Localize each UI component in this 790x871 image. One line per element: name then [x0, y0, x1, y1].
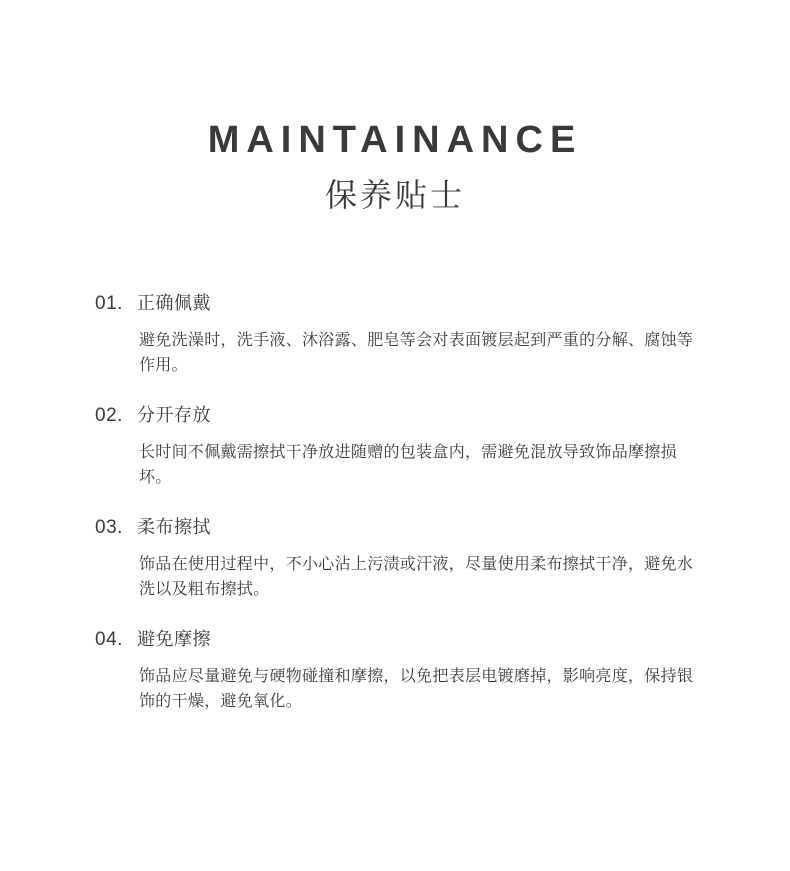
tip-section-2 — [95, 401, 715, 489]
tip-number: 03. — [95, 517, 123, 538]
page-title-english: MAINTAINANCE — [207, 119, 583, 161]
tip-heading — [95, 401, 715, 427]
tip-title: 分开存放 — [137, 405, 211, 426]
tip-heading — [95, 625, 715, 651]
tip-section-4 — [95, 625, 715, 713]
tip-title: 正确佩戴 — [137, 293, 211, 314]
tip-body: 饰品应尽量避免与硬物碰撞和摩擦，以免把表层电镀磨掉，影响亮度，保持银饰的干燥，避免氧化。 — [139, 666, 694, 710]
tip-number: 01. — [95, 293, 123, 314]
tip-heading — [95, 289, 715, 315]
tip-title: 柔布擦拭 — [137, 517, 211, 538]
tip-title: 避免摩擦 — [137, 629, 211, 650]
tip-heading — [95, 513, 715, 539]
page-title-chinese: 保养贴士 — [324, 176, 465, 214]
tip-body: 长时间不佩戴需擦拭干净放进随赠的包装盒内，需避免混放导致饰品摩擦损坏。 — [139, 442, 677, 486]
maintenance-tips-list — [95, 289, 715, 737]
tip-section-3 — [95, 513, 715, 601]
tip-number: 02. — [95, 405, 123, 426]
tip-section-1 — [95, 289, 715, 377]
page-header — [0, 118, 790, 214]
tip-body: 饰品在使用过程中，不小心沾上污渍或汗液，尽量使用柔布擦拭干净，避免水洗以及粗布擦拭。 — [139, 554, 694, 598]
tip-number: 04. — [95, 629, 123, 650]
tip-body: 避免洗澡时，洗手液、沐浴露、肥皂等会对表面镀层起到严重的分解、腐蚀等作用。 — [139, 330, 694, 374]
